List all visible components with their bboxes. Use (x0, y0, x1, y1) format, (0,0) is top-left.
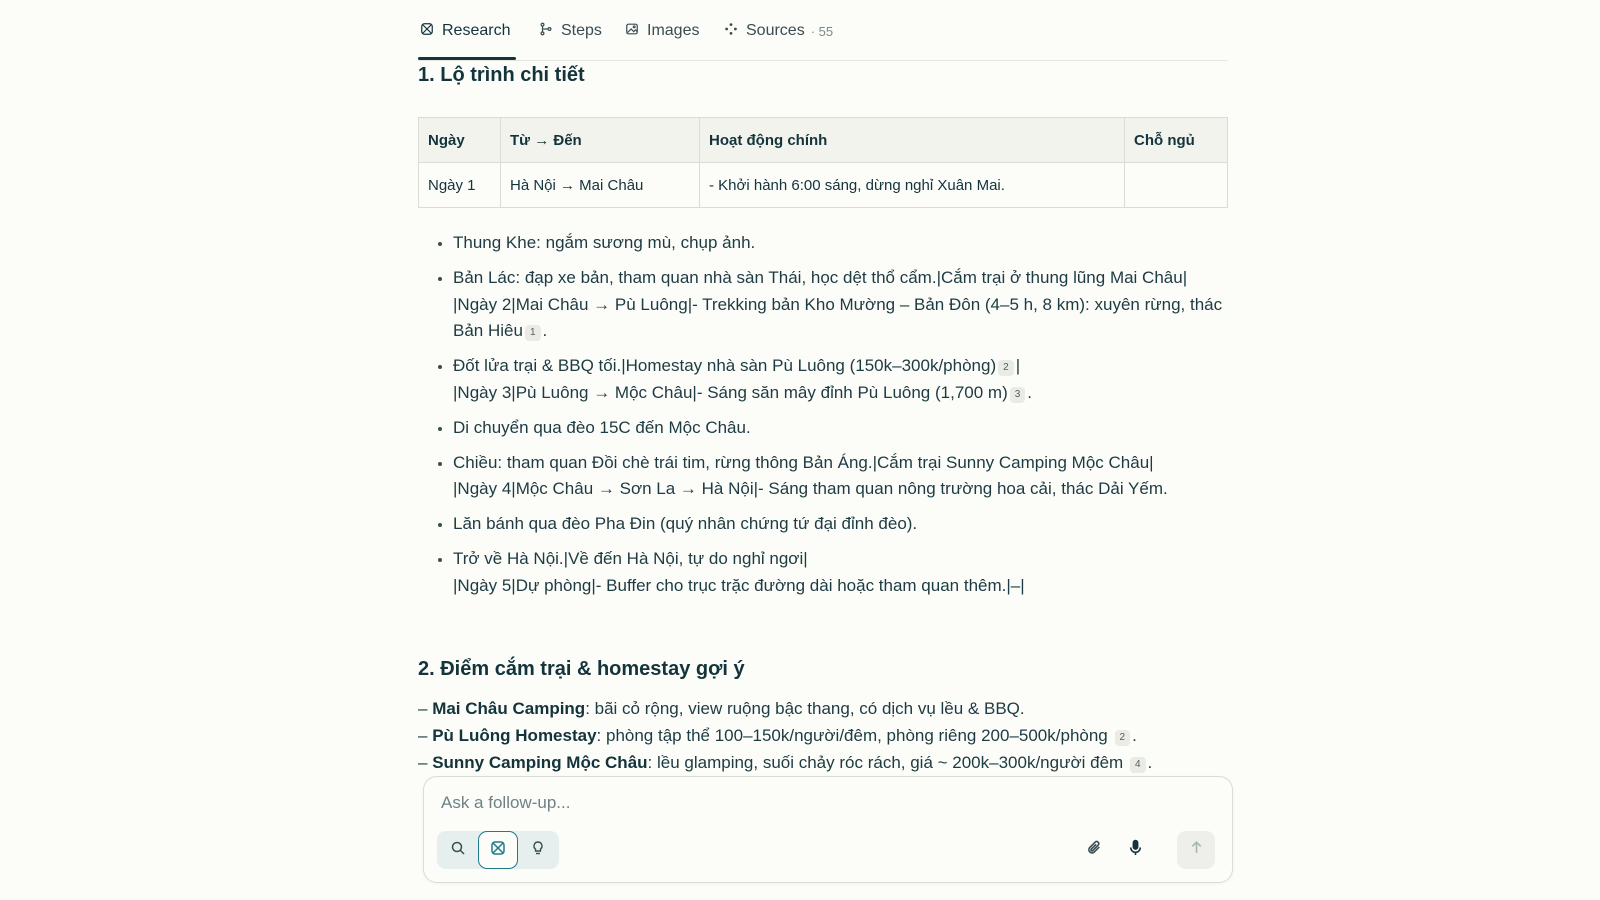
column-header: Chỗ ngủ (1125, 118, 1228, 163)
tab-sources[interactable] (724, 18, 833, 44)
place-description: : phòng tập thể 100–150k/người/đêm, phòng riêng 200–500k/phòng (596, 726, 1108, 745)
list-item: • Bản Lác: đạp xe bản, tham quan nhà sàn Thái, học dệt thổ cẩm.|Cắm trại ở thung lũng Mai Châu| |Ngày 2|Mai Châu → Pù Luông|- Trekking bản Kho Mường – Bản Đôn (4–5 h, 8 km): xuyên rừng, thác Bản Hiêu 1 . (453, 265, 1228, 345)
list-item-text: • Bản Lác: đạp xe bản, tham quan nhà sàn Thái, học dệt thổ cẩm.|Cắm trại ở thung lũng Mai Châu| (453, 268, 1188, 287)
suggestion-item: – Pù Luông Homestay: phòng tập thể 100–150k/người/đêm, phòng riêng 200–500k/phòng 2 . (418, 726, 1137, 745)
list-item-text: Di chuyển qua đèo 15C đến Mộc Châu. (453, 417, 751, 437)
list-item (453, 546, 1228, 599)
mode-selector (437, 831, 559, 869)
list-item-text: |Ngày 2|Mai Châu → Pù Luông|- Trekking bản Kho Mường – Bản Đôn (4–5 h, 8 km): xuyên rừng, thác Bản Hiêu (453, 294, 1223, 340)
table-cell (1125, 163, 1228, 208)
list-item: • Đốt lửa trại & BBQ tối.|Homestay nhà sàn Pù Luông (150k–300k/phòng) 2 | |Ngày 3|Pù Luông → Mộc Châu|- Sáng săn mây đỉnh Pù Luông (1,700 m) 3 . (453, 353, 1228, 406)
dash: – (418, 726, 433, 745)
research-mode-button[interactable] (478, 831, 518, 869)
column-header: Từ → Đến (501, 118, 700, 163)
citation-badge[interactable]: 2 (1115, 730, 1131, 746)
section-title: 2. Điểm cắm trại & homestay gợi ý (418, 658, 745, 680)
list-item-text: • Chiều: tham quan Đồi chè trái tim, rừng thông Bản Áng.|Cắm trại Sunny Camping Mộc Châu| (453, 452, 1154, 472)
itinerary-list (418, 230, 1228, 608)
sources-count: · 55 (810, 23, 834, 39)
table-cell: Ngày 1 (419, 163, 501, 208)
table-header-row (419, 118, 1228, 163)
tab-label: Images (647, 22, 700, 39)
list-item (453, 230, 1228, 257)
column-header: Hoạt động chính (700, 118, 1125, 163)
tab-bar (418, 0, 1228, 61)
tab-label: Research (442, 22, 511, 39)
list-item (453, 450, 1228, 503)
tab-label: Steps (561, 22, 602, 39)
attach-button[interactable] (1075, 831, 1113, 869)
labs-mode-button[interactable] (518, 831, 558, 869)
tab-label: Sources (746, 22, 805, 39)
send-button[interactable] (1177, 831, 1215, 869)
list-item-text: Thung Khe: ngắm sương mù, chụp ảnh. (453, 233, 756, 252)
table-cell: Hà Nội → Mai Châu (501, 163, 700, 208)
citation-badge[interactable]: 2 (998, 360, 1014, 376)
dash: – (418, 699, 433, 718)
list-item (453, 511, 1228, 538)
voice-button[interactable] (1116, 831, 1154, 869)
active-tab-indicator (418, 57, 516, 60)
list-item-text: |Ngày 3|Pù Luông → Mộc Châu|- Sáng săn mây đỉnh Pù Luông (1,700 m) (453, 382, 1008, 402)
research-icon (420, 22, 442, 41)
microphone-icon (1127, 839, 1144, 861)
suggestion-item: – Sunny Camping Mộc Châu: lều glamping, suối chảy róc rách, giá ~ 200k–300k/người đêm 4 . (418, 753, 1153, 772)
list-item-text: Lăn bánh qua đèo Pha Đin (quý nhân chứng tứ đại đỉnh đèo). (453, 514, 918, 533)
image-icon (625, 22, 647, 41)
list-item-text: Đốt lửa trại & BBQ tối.|Homestay nhà sàn Pù Luông (150k–300k/phòng) (453, 356, 997, 375)
tab-images[interactable] (625, 18, 699, 44)
list-item-text: |Ngày 5|Dự phòng|- Buffer cho trục trặc đường dài hoặc tham quan thêm.|–| (453, 575, 1025, 595)
lightbulb-icon (530, 840, 546, 861)
steps-icon (539, 22, 561, 41)
place-description: : lều glamping, suối chảy róc rách, giá ~ 200k–300k/người đêm (647, 753, 1124, 772)
suggestion-list (418, 695, 1228, 776)
table-row (419, 163, 1228, 208)
table-cell: - Khởi hành 6:00 sáng, dừng nghỉ Xuân Mai. (700, 163, 1125, 208)
place-name: Pù Luông Homestay (432, 726, 597, 745)
list-item-text: |Ngày 4|Mộc Châu → Sơn La → Hà Nội|- Sáng tham quan nông trường hoa cải, thác Dải Yếm. (453, 479, 1168, 498)
follow-up-box (423, 776, 1233, 883)
dash: – (418, 753, 433, 772)
research-icon (490, 840, 506, 861)
list-item (453, 415, 1228, 442)
search-mode-button[interactable] (438, 831, 478, 869)
tab-steps[interactable] (539, 18, 602, 44)
place-description: : bãi cỏ rộng, view ruộng bậc thang, có dịch vụ lều & BBQ. (585, 699, 1025, 718)
column-header: Ngày (419, 118, 501, 163)
citation-badge[interactable]: 4 (1130, 757, 1146, 773)
citation-badge[interactable]: 3 (1010, 387, 1026, 403)
list-item-text: • Trở về Hà Nội.|Về đến Hà Nội, tự do nghỉ ngơi| (453, 549, 808, 568)
sources-icon (724, 22, 746, 41)
section-title: 1. Lộ trình chi tiết (418, 64, 585, 86)
tab-research[interactable] (420, 18, 510, 44)
suggestion-item (418, 695, 1228, 722)
send-icon (1188, 839, 1205, 861)
place-name: Mai Châu Camping (432, 699, 586, 718)
citation-badge[interactable]: 1 (525, 325, 541, 341)
place-name: Sunny Camping Mộc Châu (432, 753, 648, 772)
attach-icon (1086, 839, 1103, 861)
follow-up-input[interactable] (439, 789, 1043, 817)
itinerary-table (418, 117, 1228, 208)
search-icon (450, 840, 466, 861)
